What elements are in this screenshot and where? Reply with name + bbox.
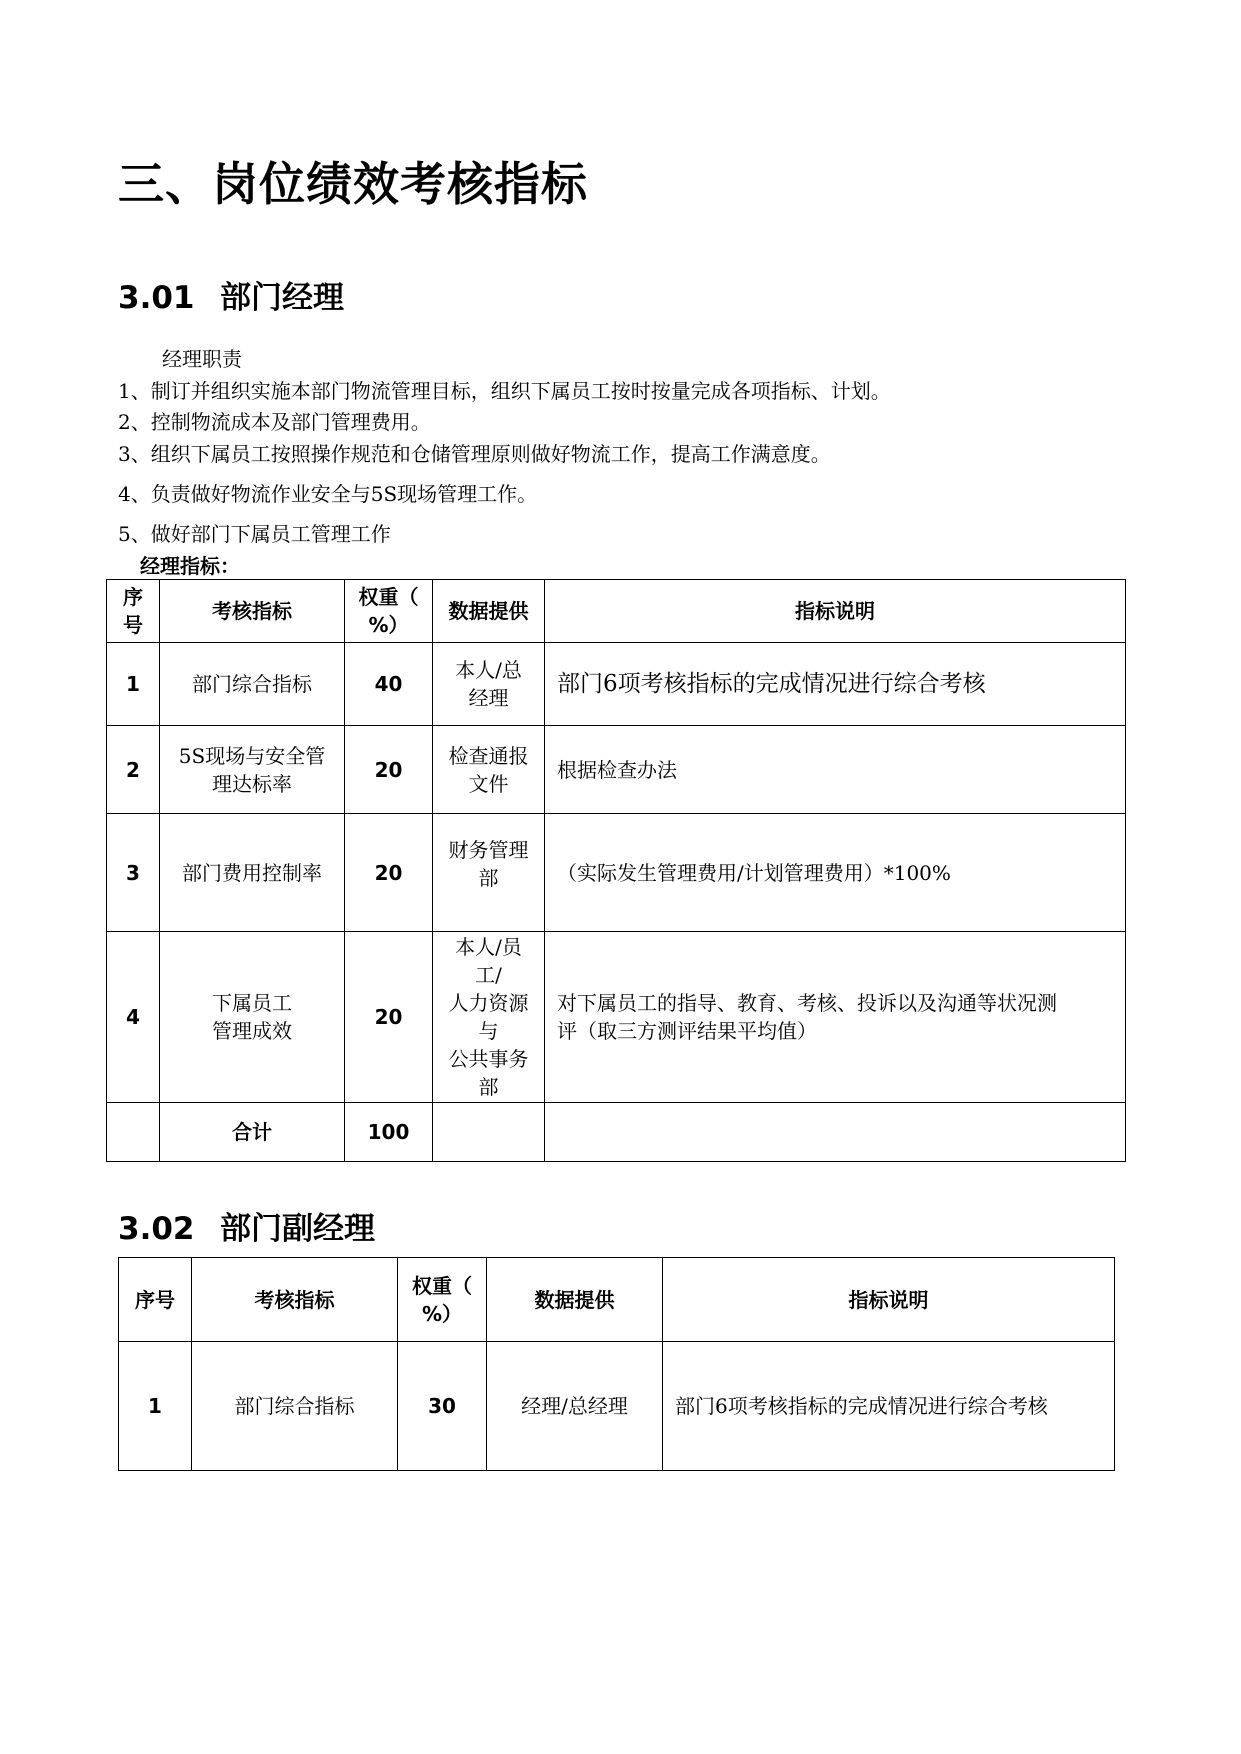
header-seq: 序号 [119,1258,192,1342]
header-description: 指标说明 [545,580,1126,643]
row-source: 本人/总 经理 [433,643,545,726]
row-seq: 3 [107,814,160,932]
total-label: 合计 [160,1103,345,1162]
header-source: 数据提供 [487,1258,663,1342]
header-description: 指标说明 [663,1258,1115,1342]
row-seq: 4 [107,932,160,1103]
row-source: 本人/员 工/ 人力资源 与 公共事务 部 [433,932,545,1103]
row-source: 检查通报 文件 [433,726,545,814]
row-description: 部门6项考核指标的完成情况进行综合考核 [663,1342,1115,1471]
header-seq: 序 号 [107,580,160,643]
duty-item: 1、制订并组织实施本部门物流管理目标，组织下属员工按时按量完成各项指标、计划。 [118,379,891,403]
row-indicator: 下属员工 管理成效 [160,932,345,1103]
header-weight: 权重（ %） [345,580,433,643]
section-number: 3.01 [118,280,195,316]
header-source: 数据提供 [433,580,545,643]
header-weight: 权重（ %） [398,1258,487,1342]
deputy-indicator-table [118,1257,1115,1471]
manager-indicator-table [106,579,1126,1162]
row-weight: 40 [345,643,433,726]
row-indicator: 5S现场与安全管 理达标率 [160,726,345,814]
row-weight: 20 [345,726,433,814]
row-indicator: 部门综合指标 [192,1342,398,1471]
table-row [107,932,1126,1103]
page-heading: 三、岗位绩效考核指标 [118,157,588,211]
row-description: （实际发生管理费用/计划管理费用）*100% [545,814,1126,932]
row-seq: 1 [107,643,160,726]
duty-item: 3、组织下属员工按照操作规范和仓储管理原则做好物流工作，提高工作满意度。 [118,442,831,466]
row-source: 经理/总经理 [487,1342,663,1471]
total-description [545,1103,1126,1162]
section-heading-3-01 [118,272,344,317]
indicators-title: 经理指标： [140,554,240,578]
duties-title: 经理职责 [162,347,242,371]
header-indicator: 考核指标 [160,580,345,643]
row-description: 部门6项考核指标的完成情况进行综合考核 [545,643,1126,726]
total-seq [107,1103,160,1162]
row-seq: 2 [107,726,160,814]
duty-item: 5、做好部门下属员工管理工作 [118,522,391,546]
row-indicator: 部门综合指标 [160,643,345,726]
total-weight: 100 [345,1103,433,1162]
table-header-row [107,580,1126,643]
row-weight: 30 [398,1342,487,1471]
table-header-row [119,1258,1115,1342]
row-weight: 20 [345,814,433,932]
table-row [107,726,1126,814]
section-title: 部门副经理 [220,1211,375,1247]
total-source [433,1103,545,1162]
row-weight: 20 [345,932,433,1103]
section-title: 部门经理 [220,280,344,316]
section-number: 3.02 [118,1211,195,1247]
section-heading-3-02 [118,1203,375,1248]
row-description: 对下属员工的指导、教育、考核、投诉以及沟通等状况测 评（取三方测评结果平均值） [545,932,1126,1103]
header-indicator: 考核指标 [192,1258,398,1342]
row-seq: 1 [119,1342,192,1471]
table-row [107,643,1126,726]
duty-item: 4、负责做好物流作业安全与5S现场管理工作。 [118,482,538,506]
row-source: 财务管理 部 [433,814,545,932]
row-description: 根据检查办法 [545,726,1126,814]
table-row [107,814,1126,932]
table-total-row [107,1103,1126,1162]
duty-item: 2、控制物流成本及部门管理费用。 [118,410,431,434]
table-row [119,1342,1115,1471]
row-indicator: 部门费用控制率 [160,814,345,932]
